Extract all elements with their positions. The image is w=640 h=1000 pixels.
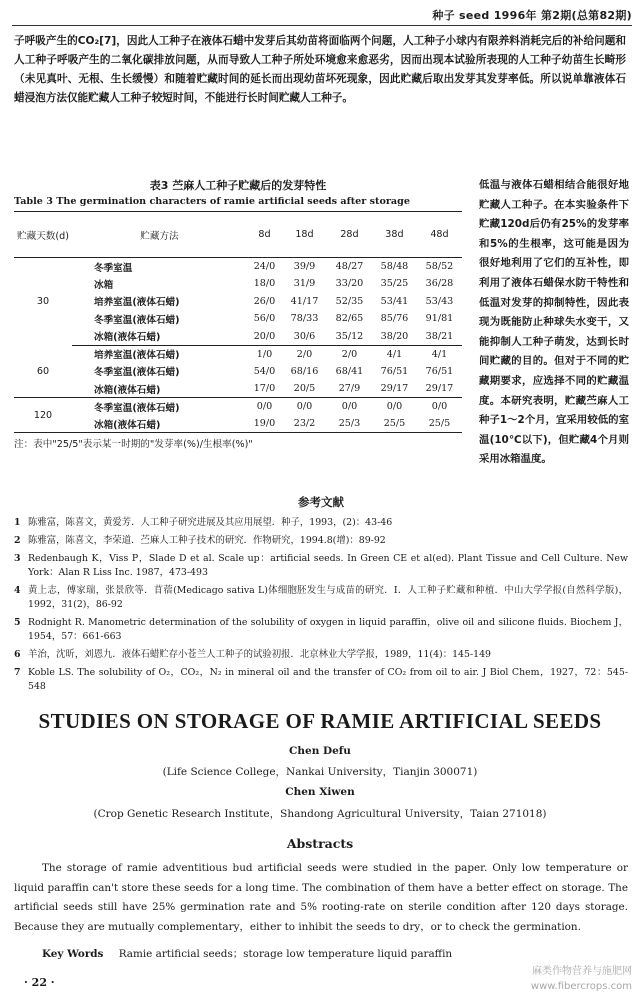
cell: 58/48 (380, 261, 409, 272)
table-row (14, 415, 462, 433)
cell: 35/12 (327, 328, 372, 346)
cell: 76/51 (380, 365, 409, 377)
keywords-label: Key Words (42, 948, 104, 960)
cell: 68/41 (335, 365, 364, 377)
table-header-row (14, 212, 462, 258)
row-method: 冰箱(液体石蜡) (72, 328, 247, 346)
cell: 23/2 (282, 415, 327, 433)
cell: 85/76 (380, 313, 409, 325)
table-row (14, 275, 462, 293)
reference-number: 7 (14, 667, 21, 678)
cell: 20/0 (247, 328, 282, 346)
page-number: · 22 · (24, 976, 55, 989)
row-method: 培养室温(液体石蜡) (94, 350, 180, 361)
intro-paragraph: 子呼吸产生的CO₂[7]，因此人工种子在液体石蜡中发芽后其幼苗将面临两个问题，人工种子小球内有限养料消耗完后的补给问题和人工种子呼吸产生的二氧化碳排放问题，从而导致人工种子所处环境愈来愈恶劣，因而出现本试验所表现的人工种子幼苗生长畸形（未见真叶、无根、生长缓慢）和随着贮藏时间的延长而出现幼苗坏死现象，因此贮藏后取出发芽其发芽率低。所以说单靠液体石蜡浸泡方法仅能贮藏人工种子较短时间，不能进行长时间贮藏人工种子。 (14, 35, 626, 104)
references (14, 494, 628, 698)
cell: 1/0 (256, 348, 273, 360)
reference-text: Rodnight R. Manometric determination of the solubility of oxygen in liquid paraffin，olive oil and silicone fluids. Biochem J，1954，57：661-663 (28, 617, 628, 642)
header-col-38d: 38d (372, 212, 417, 258)
cell: 25/5 (417, 415, 462, 433)
cell: 4/1 (431, 348, 448, 360)
table-row (14, 258, 462, 276)
author-2: Chen Xiwen (285, 786, 355, 798)
header-storage-days: 贮藏天数(d) (14, 212, 72, 258)
reference-item (14, 666, 628, 694)
cell: 26/0 (253, 295, 276, 307)
row-method: 冰箱(液体石蜡) (72, 380, 247, 398)
table-title-cn: 表3 苎麻人工种子贮藏后的发芽特性 (149, 179, 327, 192)
cell: 36/28 (425, 278, 454, 290)
cell: 91/81 (425, 313, 454, 325)
cell: 41/17 (290, 295, 319, 307)
group-days-30: 30 (36, 296, 50, 307)
table-row (14, 310, 462, 328)
cell: 39/9 (293, 261, 316, 272)
cell: 30/6 (282, 328, 327, 346)
cell: 25/5 (372, 415, 417, 433)
header-col-28d: 28d (327, 212, 372, 258)
cell: 0/0 (296, 401, 313, 412)
cell: 68/16 (290, 365, 319, 377)
affiliation-1: (Life Science College，Nankai University，Tianjin 300071) (162, 766, 478, 778)
watermark-line-1: 麻类作物营养与施肥网 (532, 966, 632, 977)
row-method: 冬季室温(液体石蜡) (94, 367, 180, 379)
cell: 0/0 (256, 401, 273, 412)
row-method: 冰箱(液体石蜡) (72, 415, 247, 433)
cell: 2/0 (341, 348, 358, 360)
english-title: STUDIES ON STORAGE OF RAMIE ARTIFICIAL SEEDS (38, 709, 602, 733)
watermark-line-2: www.fibercrops.com (530, 981, 632, 992)
cell: 82/65 (335, 313, 364, 325)
reference-item (14, 616, 628, 644)
cell: 29/17 (417, 380, 462, 398)
watermark (531, 964, 632, 994)
cell: 4/1 (386, 348, 403, 360)
cell: 27/9 (327, 380, 372, 398)
reference-number: 1 (14, 517, 21, 528)
cell: 0/0 (386, 401, 403, 412)
header-col-8d: 8d (247, 212, 282, 258)
reference-text: Koble LS. The solubility of O₂，CO₂，N₂ in mineral oil and the transfer of CO₂ from oil to air. J Biol Chem，1927，72：545-548 (28, 667, 628, 692)
table-row (14, 398, 462, 416)
row-method: 冬季室温(液体石蜡) (94, 314, 180, 326)
cell: 54/0 (253, 365, 276, 377)
table-3 (14, 177, 462, 450)
row-method: 培养室温(液体石蜡) (94, 297, 180, 309)
cell: 33/20 (335, 278, 364, 290)
table-row (14, 363, 462, 381)
cell: 53/43 (425, 295, 454, 307)
cell: 53/41 (380, 295, 409, 307)
reference-number: 3 (14, 553, 21, 564)
cell: 35/25 (380, 278, 409, 290)
header-col-18d: 18d (282, 212, 327, 258)
cell: 17/0 (247, 380, 282, 398)
cell: 0/0 (341, 401, 358, 412)
table-title-en: Table 3 The germination characters of ramie artificial seeds after storage (14, 196, 410, 207)
cell: 78/33 (290, 313, 319, 325)
cell: 25/3 (327, 415, 372, 433)
reference-text: Redenbaugh K，Viss P，Slade D et al. Scale up：artificial seeds. In Green CE et al(ed). Plant Tissue and Cell Culture. New York：Alan R Liss Inc. 1987，473-493 (28, 553, 628, 578)
cell: 76/51 (425, 365, 454, 377)
cell: 0/0 (431, 401, 448, 412)
reference-text: 陈雅富，陈喜文，黄爱芳．人工种子研究进展及其应用展望．种子，1993，(2)：43-46 (28, 517, 393, 528)
references-title: 参考文献 (298, 495, 344, 509)
table-row (14, 293, 462, 311)
reference-item (14, 534, 628, 548)
row-method: 冰箱 (94, 279, 114, 291)
cell: 58/52 (425, 261, 454, 272)
abstract-heading: Abstracts (286, 836, 354, 851)
header-col-48d: 48d (417, 212, 462, 258)
table-row (14, 345, 462, 363)
keywords (42, 945, 452, 960)
cell: 38/21 (417, 328, 462, 346)
running-head: 种子 seed 1996年 第2期(总第82期) (432, 9, 632, 22)
reference-number: 6 (14, 649, 21, 660)
table-note: 注：表中"25/5"表示某一时期的"发芽率(%)/生根率(%)" (14, 439, 253, 450)
cell: 38/20 (372, 328, 417, 346)
reference-item (14, 516, 628, 530)
cell: 56/0 (253, 313, 276, 325)
table-row (14, 328, 462, 346)
reference-item (14, 552, 628, 580)
reference-number: 4 (14, 585, 21, 596)
reference-number: 5 (14, 617, 21, 628)
reference-number: 2 (14, 535, 21, 546)
side-paragraph: 低温与液体石蜡相结合能很好地贮藏人工种子。在本实验条件下贮藏120d后仍有25%的发芽率和5%的生根率，这可能是因为很好地利用了它们的互补性，即利用了液体石蜡保水防干特性和低温对发芽的抑制特性，因此表现为既能防止种球失水变干，又能抑制人工种子萌发，达到长时间贮藏的目的。但对于不同的贮藏期要求，应选择不同的贮藏温度。本研究表明，贮藏苎麻人工种子1～2个月，宜采用较低的室温(10℃以下)，但贮藏4个月则采用冰箱温度。 (479, 179, 629, 466)
cell: 29/17 (372, 380, 417, 398)
cell: 52/35 (335, 295, 364, 307)
keywords-text: Ramie artificial seeds；storage low temperature liquid paraffin (118, 948, 453, 960)
reference-text: 羊治，沈昕，刘恩九．液体石蜡贮存小苍兰人工种子的试验初报．北京林业大学学报，1989，11(4)：145-149 (28, 649, 492, 660)
affiliation-2: (Crop Genetic Research Institute，Shandong Agricultural University，Taian 271018) (93, 808, 547, 820)
reference-text: 陈雅富，陈喜文，李荣道．苎麻人工种子技术的研究．作物研究，1994.8(增)：89-92 (28, 535, 386, 546)
germination-table (14, 211, 462, 433)
cell: 19/0 (247, 415, 282, 433)
cell: 31/9 (293, 278, 316, 290)
row-method: 冬季室温 (94, 262, 133, 274)
cell: 24/0 (253, 261, 276, 272)
cell: 48/27 (335, 261, 364, 272)
cell: 2/0 (296, 348, 313, 360)
group-days-120: 120 (14, 398, 72, 433)
table-row (14, 380, 462, 398)
cell: 18/0 (253, 278, 276, 290)
author-1: Chen Defu (289, 745, 351, 757)
group-days-60: 60 (14, 345, 72, 398)
reference-item (14, 584, 628, 612)
header-method: 贮藏方法 (72, 212, 247, 258)
abstract-text: The storage of ramie adventitious bud artificial seeds were studied in the paper. Only low temperature or liquid paraffin can't store these seeds for a long time. The combination of them have a better effect on storage. The artificial seeds still have 25% germination rate and 5% rooting-rate on sterile condition after 120 days storage. Because they are mutually complementary，either to inhibit the seeds to dry，or to check the germination. (14, 862, 628, 934)
reference-item (14, 648, 628, 662)
header-rule (12, 25, 632, 26)
row-method: 冬季室温(液体石蜡) (94, 402, 180, 414)
reference-text: 黄上志，傅家瑞，张景欣等．苜蓿(Medicago sativa L)体细胞胚发生与成苗的研究．Ⅰ．人工种子贮藏和种植．中山大学学报(自然科学版)，1992，31(2)，86-92 (28, 585, 628, 610)
cell: 20/5 (282, 380, 327, 398)
